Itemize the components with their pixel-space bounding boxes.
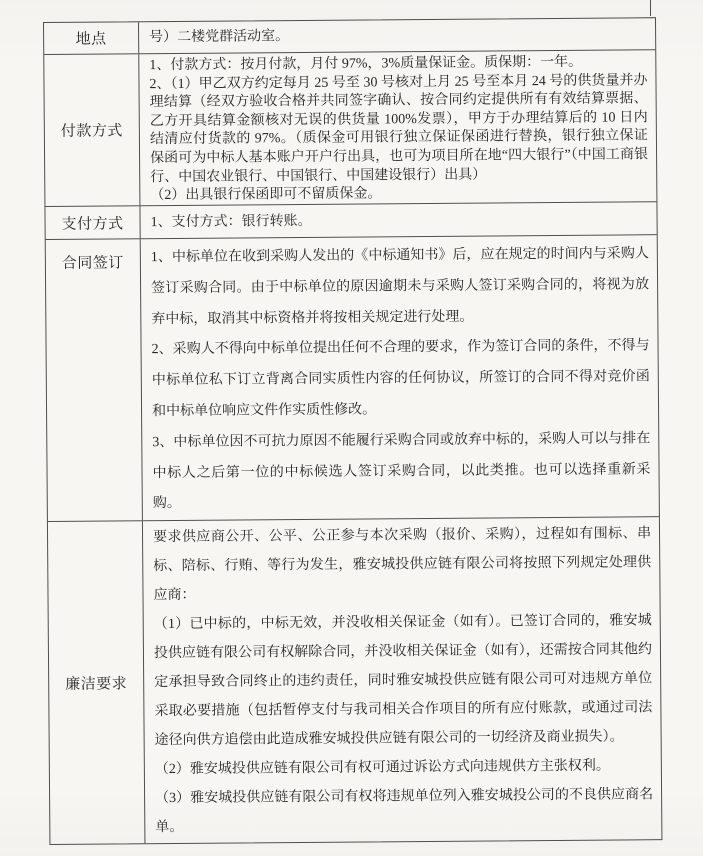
paragraph: 1、中标单位在收到采购人发出的《中标通知书》后，应在规定的时间内与采购人签订采购合同。由于中标单位的原因逾期未与采购人签订采购合同的，将视为放弃中标，取消其中标资格并将按相关规定进行处理。 bbox=[150, 246, 650, 327]
row-label-contract-signing bbox=[46, 239, 143, 521]
row-label-payment-method bbox=[45, 206, 140, 239]
table-row-payment-method bbox=[45, 202, 656, 240]
row-label-payment-terms bbox=[44, 54, 140, 206]
paragraph: 号）二楼党群活动室。 bbox=[149, 29, 290, 46]
paragraph: 要求供应商公开、公平、公正参与本次采购（报价、采购），过程如有围标、串标、陪标、行贿、等行为发生，雅安城投供应链有限公司将按照下列规定处理供应商： bbox=[152, 526, 652, 604]
table-row-payment-terms bbox=[44, 50, 656, 207]
row-label-text: 合同签订 bbox=[61, 255, 124, 272]
paragraph: （1）已中标的，中标无效，并没收相关保证金（如有）。已签订合同的，雅安城投供应链有限公司有权解除合同，并没收相关保证金（如有），还需按合同其他约定承担导致合同终止的违约责任，同时雅安城投供应链有限公司可对违规方单位采取必要措施（包括暂停支付与我司相关合作项目的所有应付账款，或通过司法途径向供方追偿由此造成雅安城投供应链有限公司的一切经济及商业损失）。 bbox=[153, 613, 653, 749]
row-label-text: 廉洁要求 bbox=[65, 675, 128, 693]
terms-table bbox=[43, 17, 662, 845]
paragraph: 2、（1）甲乙双方约定每月 25 号至 30 号核对上月 25 号至本月 24 号的供货量并办理结算（经双方验收合格并共同签字确认、按合同约定提供所有有效结算票据、乙方开具结算金额核对无误的供货量 100%发票），甲方于办理结算后的 10 日内结清应付货款的 97%。（质保金可用银行独立保证保函进行替换，银行独立保证保函可为中标人基本账户开户行出具，也可为项目所在地“四大银行”（中国工商银行、中国农业银行、中国银行、中国建设银行）出具） bbox=[149, 72, 649, 185]
paragraph: 2、采购人不得向中标单位提出任何不合理的要求，作为签订合同的条件，不得与中标单位私下订立背离合同实质性内容的任何协议，所签订的合同不得对竞价函和中标单位响应文件作实质性修改。 bbox=[151, 338, 650, 420]
paragraph: 3、中标单位因不可抗力原因不能履行采购合同或放弃中标的，采购人可以与排在中标人之后第一位的中标候选人签订采购合同，以此类推。也可以选择重新采购。 bbox=[152, 431, 651, 512]
row-content-location bbox=[139, 18, 655, 53]
row-content-payment-method bbox=[140, 202, 656, 238]
row-label-text: 支付方式 bbox=[61, 215, 124, 233]
row-label-location bbox=[44, 22, 139, 54]
paragraph: （3）雅安城投供应链有限公司有权将违规单位列入雅安城投公司的不良供应商名单。 bbox=[155, 787, 654, 836]
row-label-integrity-requirements bbox=[48, 521, 146, 844]
table-row-contract-signing bbox=[46, 235, 659, 522]
row-content-integrity-requirements bbox=[143, 517, 662, 843]
paragraph: （2）雅安城投供应链有限公司有权可通过诉讼方式向违规供方主张权利。 bbox=[154, 758, 610, 778]
table-row-location bbox=[44, 18, 655, 55]
table-row-integrity-requirements bbox=[48, 517, 662, 844]
paragraph: 1、付款方式：按月付款，月付 97%，3%质量保证金。质保期：一年。 bbox=[149, 54, 583, 74]
row-content-payment-terms bbox=[139, 50, 656, 205]
row-content-contract-signing bbox=[141, 235, 659, 520]
row-label-text: 付款方式 bbox=[60, 123, 123, 140]
cut-row-right-border-fragment bbox=[650, 0, 651, 16]
paragraph: 1、支付方式：银行转账。 bbox=[150, 213, 312, 230]
paragraph: （2）出具银行保函即可不留质保金。 bbox=[150, 186, 382, 204]
row-label-text: 地点 bbox=[75, 31, 107, 48]
